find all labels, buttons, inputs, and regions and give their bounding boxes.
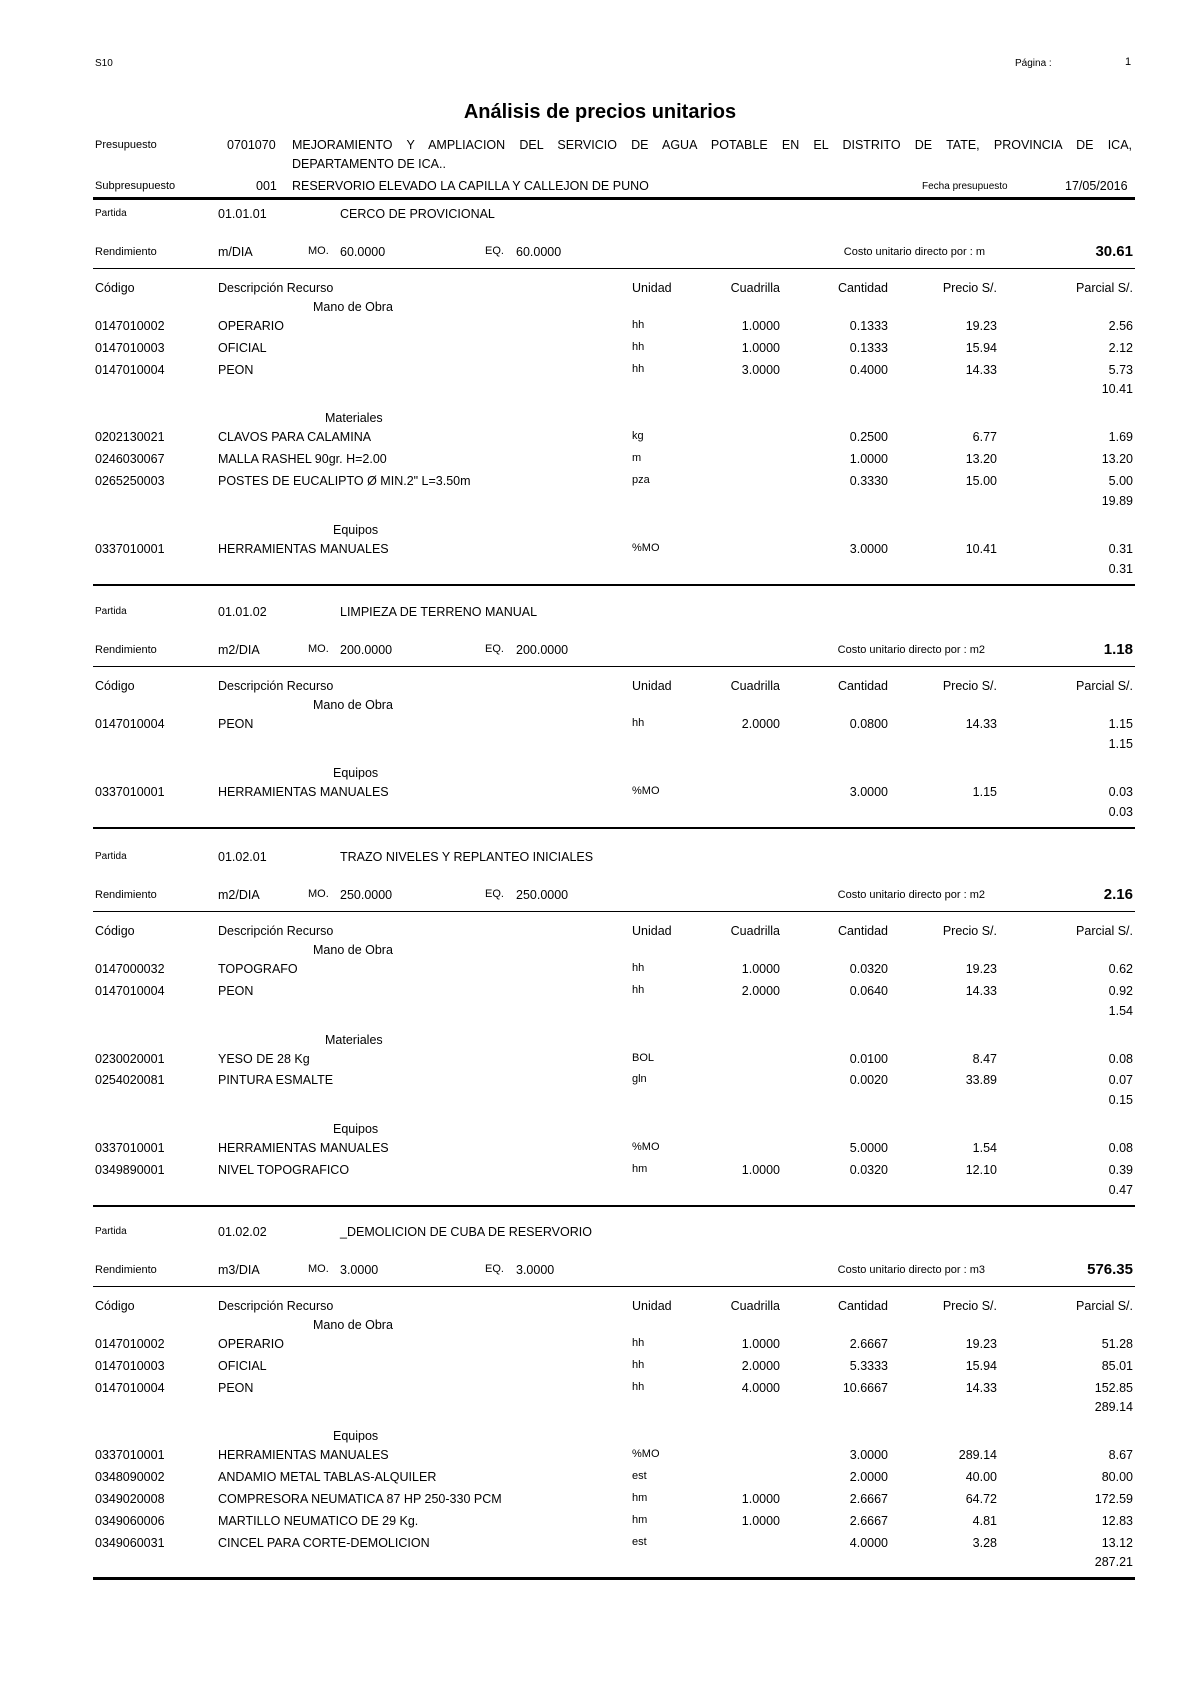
col-descripcion: Descripción Recurso	[218, 679, 334, 693]
resource-code: 0230020001	[95, 1051, 165, 1066]
resource-cantidad: 2.6667	[849, 1513, 888, 1528]
col-cantidad: Cantidad	[837, 1299, 888, 1313]
resource-parcial: 172.59	[1094, 1492, 1133, 1506]
partida-label: Partida	[95, 1226, 127, 1237]
resource-description: PEON	[218, 1380, 254, 1395]
resource-precio: 19.23	[965, 319, 997, 333]
rendimiento-divider	[93, 666, 1135, 667]
resource-parcial: 0.08	[1108, 1051, 1133, 1066]
rendimiento-unit: m2/DIA	[218, 643, 260, 657]
resource-cantidad: 2.6667	[849, 1337, 888, 1351]
col-precio: Precio S/.	[942, 679, 997, 693]
costo-unitario-label: Costo unitario directo por : m2	[837, 889, 985, 901]
resource-parcial: 51.28	[1101, 1337, 1133, 1351]
resource-precio: 15.94	[965, 340, 997, 355]
resource-code: 0337010001	[95, 784, 165, 799]
resource-cuadrilla: 1.0000	[741, 1492, 780, 1506]
resource-precio: 40.00	[965, 1470, 997, 1485]
resource-code: 0265250003	[95, 474, 165, 488]
fecha-label: Fecha presupuesto	[922, 181, 1008, 192]
col-cuadrilla: Cuadrilla	[730, 679, 780, 693]
resource-cantidad: 3.0000	[849, 1448, 888, 1463]
col-parcial: Parcial S/.	[1076, 281, 1133, 295]
col-unidad: Unidad	[632, 281, 672, 295]
resource-parcial: 13.12	[1101, 1535, 1133, 1550]
mo-label: MO.	[308, 888, 329, 900]
col-cuadrilla: Cuadrilla	[730, 924, 780, 938]
col-cantidad: Cantidad	[837, 679, 888, 693]
col-unidad: Unidad	[632, 924, 672, 938]
eq-value: 250.0000	[516, 888, 569, 902]
col-cantidad: Cantidad	[837, 281, 888, 295]
resource-parcial: 13.20	[1101, 452, 1133, 467]
resource-description: NIVEL TOPOGRAFICO	[218, 1163, 350, 1177]
resource-code: 0349060006	[95, 1513, 165, 1528]
resource-parcial: 0.31	[1108, 541, 1133, 556]
rendimiento-divider	[93, 911, 1135, 912]
resource-cuadrilla: 1.0000	[741, 340, 780, 355]
eq-label: EQ.	[485, 245, 504, 257]
resource-cantidad: 0.1333	[849, 319, 888, 333]
col-descripcion: Descripción Recurso	[218, 281, 334, 295]
resource-precio: 19.23	[965, 1337, 997, 1351]
resource-description: COMPRESORA NEUMATICA 87 HP 250-330 PCM	[218, 1492, 502, 1506]
resource-precio: 14.33	[965, 362, 997, 377]
resource-code: 0147000032	[95, 962, 165, 976]
resource-unit: hm	[632, 1163, 648, 1175]
resource-unit: est	[632, 1470, 647, 1483]
col-precio: Precio S/.	[942, 281, 997, 295]
resource-cantidad: 10.6667	[842, 1380, 888, 1395]
group-title: Equipos	[333, 522, 379, 537]
partida-name: CERCO DE PROVICIONAL	[340, 207, 495, 221]
resource-code: 0349020008	[95, 1492, 165, 1506]
rendimiento-divider	[93, 1286, 1135, 1287]
resource-unit: hh	[632, 319, 645, 331]
resource-unit: BOL	[632, 1051, 655, 1064]
col-unidad: Unidad	[632, 679, 672, 693]
resource-description: OPERARIO	[218, 1337, 284, 1351]
col-precio: Precio S/.	[942, 924, 997, 938]
col-descripcion: Descripción Recurso	[218, 1299, 334, 1313]
costo-unitario-label: Costo unitario directo por : m3	[837, 1264, 985, 1276]
resource-precio: 289.14	[958, 1448, 997, 1463]
resource-cantidad: 0.0320	[849, 1163, 888, 1177]
page-title: Análisis de precios unitarios	[463, 101, 737, 123]
costo-unitario-value: 576.35	[1087, 1261, 1133, 1278]
fecha-value: 17/05/2016	[1065, 179, 1128, 193]
resource-parcial: 152.85	[1094, 1380, 1133, 1395]
page-label: Página :	[1015, 58, 1052, 69]
resource-cuadrilla: 1.0000	[741, 319, 780, 333]
resource-description: MARTILLO NEUMATICO DE 29 Kg.	[218, 1513, 419, 1528]
resource-cuadrilla: 2.0000	[741, 1358, 780, 1373]
resource-code: 0202130021	[95, 430, 165, 445]
resource-unit: est	[632, 1535, 647, 1548]
resource-cantidad: 3.0000	[849, 541, 888, 556]
resource-parcial: 0.39	[1108, 1163, 1133, 1177]
resource-cantidad: 5.0000	[849, 1141, 888, 1156]
system-label: S10	[95, 58, 113, 69]
resource-unit: pza	[632, 474, 650, 486]
mo-value: 250.0000	[340, 888, 393, 902]
resource-parcial: 5.00	[1108, 474, 1133, 488]
eq-value: 60.0000	[516, 245, 562, 259]
resource-code: 0349060031	[95, 1535, 165, 1550]
resource-unit: %MO	[632, 1141, 660, 1154]
resource-precio: 8.47	[972, 1051, 997, 1066]
resource-cantidad: 2.0000	[849, 1470, 888, 1485]
resource-code: 0147010004	[95, 1380, 165, 1395]
resource-description: OPERARIO	[218, 319, 284, 333]
resource-precio: 10.41	[965, 541, 997, 556]
resource-code: 0147010004	[95, 983, 165, 998]
resource-cantidad: 0.3330	[849, 474, 888, 488]
group-subtotal: 0.31	[1108, 561, 1133, 576]
resource-precio: 33.89	[965, 1073, 997, 1088]
resource-code: 0246030067	[95, 452, 165, 467]
resource-unit: %MO	[632, 1448, 660, 1461]
resource-description: PINTURA ESMALTE	[218, 1073, 334, 1088]
col-precio: Precio S/.	[942, 1299, 997, 1313]
mo-label: MO.	[308, 643, 329, 655]
resource-code: 0348090002	[95, 1470, 165, 1485]
mo-value: 3.0000	[340, 1263, 379, 1277]
resource-description: OFICIAL	[218, 1358, 267, 1373]
resource-parcial: 5.73	[1108, 362, 1133, 377]
partida-end-divider	[93, 584, 1135, 587]
eq-label: EQ.	[485, 1263, 504, 1275]
mo-value: 60.0000	[340, 245, 386, 259]
subpresupuesto-label: Subpresupuesto	[95, 180, 176, 192]
group-subtotal: 289.14	[1094, 1400, 1133, 1415]
col-codigo: Código	[95, 1299, 135, 1313]
resource-parcial: 0.62	[1108, 962, 1133, 976]
col-parcial: Parcial S/.	[1076, 1299, 1133, 1313]
resource-code: 0147010004	[95, 362, 165, 377]
presupuesto-description: MEJORAMIENTO Y AMPLIACION DEL SERVICIO DE AGUA POTABLE EN EL DISTRITO DE TATE, PROVINCIA DE ICA,	[292, 138, 1132, 152]
resource-description: ANDAMIO METAL TABLAS-ALQUILER	[218, 1470, 437, 1485]
resource-description: POSTES DE EUCALIPTO Ø MIN.2" L=3.50m	[218, 474, 471, 488]
costo-unitario-value: 2.16	[1103, 886, 1133, 903]
partida-end-divider	[93, 1205, 1135, 1208]
resource-unit: hh	[632, 340, 645, 353]
group-title: Mano de Obra	[313, 943, 393, 957]
col-descripcion: Descripción Recurso	[218, 924, 334, 938]
resource-unit: kg	[632, 430, 644, 443]
group-subtotal: 0.03	[1108, 804, 1133, 819]
resource-parcial: 2.56	[1108, 319, 1133, 333]
resource-description: TOPOGRAFO	[218, 962, 298, 976]
resource-cantidad: 0.4000	[849, 362, 888, 377]
resource-precio: 6.77	[972, 430, 997, 445]
resource-cuadrilla: 1.0000	[741, 1163, 780, 1177]
rendimiento-label: Rendimiento	[95, 246, 157, 258]
resource-cuadrilla: 1.0000	[741, 1513, 780, 1528]
group-subtotal: 10.41	[1101, 382, 1133, 397]
resource-cantidad: 0.0800	[849, 717, 888, 731]
resource-unit: hh	[632, 362, 645, 375]
resource-cantidad: 0.1333	[849, 340, 888, 355]
resource-cantidad: 0.0320	[849, 962, 888, 976]
resource-cantidad: 2.6667	[849, 1492, 888, 1506]
resource-precio: 15.94	[965, 1358, 997, 1373]
partida-name: _DEMOLICION DE CUBA DE RESERVORIO	[340, 1225, 592, 1239]
resource-precio: 14.33	[965, 717, 997, 731]
resource-unit: hh	[632, 1380, 645, 1393]
resource-unit: gln	[632, 1073, 647, 1086]
eq-label: EQ.	[485, 888, 504, 900]
col-cantidad: Cantidad	[837, 924, 888, 938]
group-title: Equipos	[333, 1429, 379, 1444]
group-subtotal: 1.15	[1108, 736, 1133, 751]
resource-parcial: 1.15	[1108, 717, 1133, 731]
resource-cantidad: 0.0100	[849, 1051, 888, 1066]
resource-precio: 12.10	[965, 1163, 997, 1177]
resource-cuadrilla: 4.0000	[741, 1380, 780, 1395]
resource-parcial: 0.92	[1108, 983, 1133, 998]
presupuesto-description-cont: DEPARTAMENTO DE ICA..	[292, 157, 446, 171]
resource-cuadrilla: 1.0000	[741, 962, 780, 976]
subpresupuesto-description: RESERVORIO ELEVADO LA CAPILLA Y CALLEJON DE PUNO	[292, 179, 649, 193]
resource-cuadrilla: 2.0000	[741, 717, 780, 731]
costo-unitario-value: 1.18	[1103, 641, 1133, 658]
mo-label: MO.	[308, 1263, 329, 1275]
group-subtotal: 0.47	[1108, 1182, 1133, 1197]
resource-parcial: 0.08	[1108, 1141, 1133, 1156]
resource-cuadrilla: 3.0000	[741, 362, 780, 377]
col-cuadrilla: Cuadrilla	[730, 281, 780, 295]
costo-unitario-label: Costo unitario directo por : m2	[837, 644, 985, 656]
subpresupuesto-code: 001	[256, 179, 277, 193]
eq-value: 3.0000	[516, 1263, 555, 1277]
resource-code: 0147010003	[95, 1358, 165, 1373]
presupuesto-label: Presupuesto	[95, 139, 157, 151]
partida-code: 01.01.01	[218, 207, 267, 221]
eq-label: EQ.	[485, 643, 504, 655]
group-subtotal: 287.21	[1094, 1555, 1133, 1570]
resource-code: 0147010003	[95, 340, 165, 355]
col-cuadrilla: Cuadrilla	[730, 1299, 780, 1313]
resource-parcial: 2.12	[1108, 340, 1133, 355]
resource-code: 0337010001	[95, 541, 165, 556]
group-title: Equipos	[333, 765, 379, 780]
resource-code: 0254020081	[95, 1073, 165, 1088]
resource-cuadrilla: 1.0000	[741, 1337, 780, 1351]
resource-precio: 13.20	[965, 452, 997, 467]
resource-description: HERRAMIENTAS MANUALES	[218, 784, 389, 799]
col-parcial: Parcial S/.	[1076, 679, 1133, 693]
resource-precio: 4.81	[972, 1513, 997, 1528]
resource-cantidad: 1.0000	[849, 452, 888, 467]
rendimiento-label: Rendimiento	[95, 889, 157, 901]
resource-code: 0147010002	[95, 319, 165, 333]
rendimiento-label: Rendimiento	[95, 644, 157, 656]
partida-code: 01.02.02	[218, 1225, 267, 1239]
resource-parcial: 0.03	[1108, 784, 1133, 799]
partida-label: Partida	[95, 606, 127, 617]
resource-precio: 15.00	[965, 474, 997, 488]
resource-cantidad: 0.2500	[849, 430, 888, 445]
partida-code: 01.01.02	[218, 605, 267, 619]
resource-description: PEON	[218, 717, 254, 731]
resource-unit: %MO	[632, 784, 660, 797]
resource-description: PEON	[218, 983, 254, 998]
rendimiento-unit: m/DIA	[218, 245, 253, 259]
group-title: Materiales	[325, 411, 383, 426]
group-subtotal: 1.54	[1108, 1003, 1133, 1018]
resource-unit: hh	[632, 983, 645, 996]
resource-code: 0349890001	[95, 1163, 165, 1177]
resource-parcial: 12.83	[1101, 1513, 1133, 1528]
resource-code: 0337010001	[95, 1141, 165, 1156]
partida-name: LIMPIEZA DE TERRENO MANUAL	[340, 605, 538, 619]
resource-unit: hh	[632, 1358, 645, 1371]
resource-precio: 1.54	[972, 1141, 997, 1156]
resource-unit: hh	[632, 717, 645, 729]
resource-parcial: 8.67	[1108, 1448, 1133, 1463]
resource-parcial: 85.01	[1101, 1358, 1133, 1373]
col-parcial: Parcial S/.	[1076, 924, 1133, 938]
col-unidad: Unidad	[632, 1299, 672, 1313]
resource-description: OFICIAL	[218, 340, 267, 355]
group-title: Materiales	[325, 1032, 383, 1047]
partida-end-divider	[93, 827, 1135, 830]
resource-precio: 3.28	[972, 1535, 997, 1550]
group-title: Equipos	[333, 1122, 379, 1137]
resource-precio: 14.33	[965, 1380, 997, 1395]
resource-unit: hm	[632, 1492, 648, 1504]
resource-unit: m	[632, 452, 642, 465]
resource-precio: 19.23	[965, 962, 997, 976]
resource-cantidad: 0.0640	[849, 983, 888, 998]
resource-cantidad: 5.3333	[849, 1358, 888, 1373]
header-divider	[93, 197, 1135, 200]
resource-unit: hh	[632, 962, 645, 974]
resource-parcial: 1.69	[1108, 430, 1133, 445]
rendimiento-label: Rendimiento	[95, 1264, 157, 1276]
resource-precio: 64.72	[965, 1492, 997, 1506]
resource-description: MALLA RASHEL 90gr. H=2.00	[218, 452, 387, 467]
resource-cantidad: 0.0020	[849, 1073, 888, 1088]
resource-precio: 14.33	[965, 983, 997, 998]
resource-precio: 1.15	[972, 784, 997, 799]
partida-code: 01.02.01	[218, 850, 267, 864]
resource-code: 0147010002	[95, 1337, 165, 1351]
partida-name: TRAZO NIVELES Y REPLANTEO INICIALES	[340, 850, 594, 864]
resource-parcial: 80.00	[1101, 1470, 1133, 1485]
partida-end-divider	[93, 1577, 1135, 1580]
group-title: Mano de Obra	[313, 300, 393, 314]
resource-description: CLAVOS PARA CALAMINA	[218, 430, 372, 445]
mo-label: MO.	[308, 245, 329, 257]
presupuesto-code: 0701070	[227, 138, 276, 152]
partida-label: Partida	[95, 851, 127, 862]
resource-description: PEON	[218, 362, 254, 377]
group-title: Mano de Obra	[313, 698, 393, 712]
resource-unit: hm	[632, 1513, 648, 1526]
resource-code: 0337010001	[95, 1448, 165, 1463]
resource-unit: hh	[632, 1337, 645, 1349]
resource-description: CINCEL PARA CORTE-DEMOLICION	[218, 1535, 430, 1550]
group-title: Mano de Obra	[313, 1318, 393, 1332]
eq-value: 200.0000	[516, 643, 569, 657]
resource-description: HERRAMIENTAS MANUALES	[218, 1141, 389, 1156]
resource-unit: %MO	[632, 541, 660, 554]
resource-description: HERRAMIENTAS MANUALES	[218, 1448, 389, 1463]
rendimiento-divider	[93, 268, 1135, 269]
resource-cuadrilla: 2.0000	[741, 983, 780, 998]
resource-code: 0147010004	[95, 717, 165, 731]
resource-parcial: 0.07	[1108, 1073, 1133, 1088]
col-codigo: Código	[95, 679, 135, 693]
resource-description: HERRAMIENTAS MANUALES	[218, 541, 389, 556]
costo-unitario-value: 30.61	[1095, 243, 1133, 260]
rendimiento-unit: m2/DIA	[218, 888, 260, 902]
costo-unitario-label: Costo unitario directo por : m	[843, 246, 985, 258]
page-number: 1	[1125, 56, 1132, 68]
col-codigo: Código	[95, 281, 135, 295]
resource-cantidad: 3.0000	[849, 784, 888, 799]
rendimiento-unit: m3/DIA	[218, 1263, 260, 1277]
resource-description: YESO DE 28 Kg	[218, 1051, 310, 1066]
col-codigo: Código	[95, 924, 135, 938]
group-subtotal: 0.15	[1108, 1093, 1133, 1108]
group-subtotal: 19.89	[1101, 493, 1133, 508]
partida-label: Partida	[95, 208, 127, 219]
resource-cantidad: 4.0000	[849, 1535, 888, 1550]
mo-value: 200.0000	[340, 643, 393, 657]
